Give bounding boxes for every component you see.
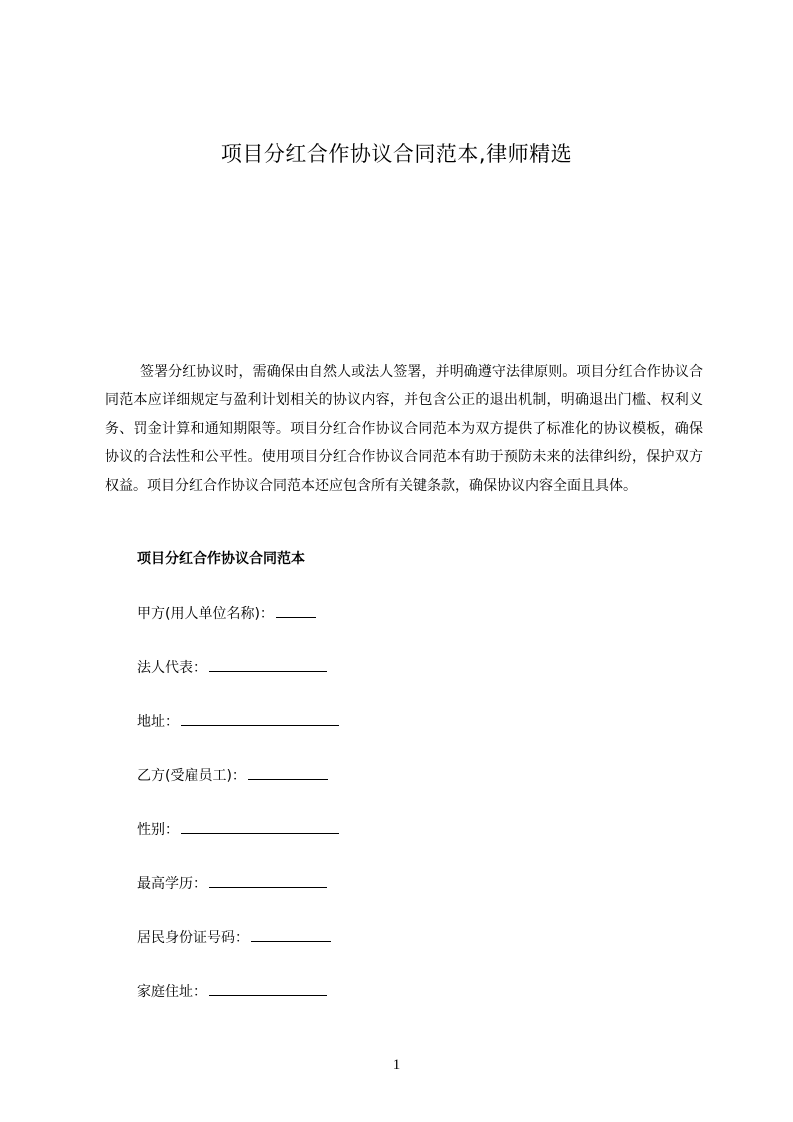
field-party-a <box>137 601 316 625</box>
field-label: 居民身份证号码： <box>137 930 249 946</box>
field-label: 家庭住址： <box>137 984 207 1000</box>
field-label: 地址： <box>137 714 179 730</box>
party-a-blank-line[interactable] <box>276 601 316 618</box>
field-label: 法人代表： <box>137 660 207 676</box>
field-label: 最高学历： <box>137 876 207 892</box>
id-number-blank-line[interactable] <box>251 925 331 942</box>
field-label: 性别： <box>137 822 179 838</box>
field-legal-representative <box>137 655 327 679</box>
page-number: 1 <box>392 1057 401 1073</box>
address-blank-line[interactable] <box>181 709 339 726</box>
field-home-address <box>137 979 327 1003</box>
home-address-blank-line[interactable] <box>209 979 327 996</box>
field-gender <box>137 817 339 841</box>
field-education <box>137 871 327 895</box>
field-id-number <box>137 925 331 949</box>
document-title: 项目分红合作协议合同范本,律师精选 <box>220 142 573 166</box>
field-party-b <box>137 763 328 787</box>
education-blank-line[interactable] <box>209 871 327 888</box>
legal-representative-blank-line[interactable] <box>209 655 327 672</box>
section-title: 项目分红合作协议合同范本 <box>137 551 305 567</box>
intro-paragraph: 签署分红协议时，需确保由自然人或法人签署，并明确遵守法律原则。项目分红合作协议合同范本应详细规定与盈利计划相关的协议内容，并包含公正的退出机制，明确退出门槛、权利义务、罚金计算和通知期限等。项目分红合作协议合同范本为双方提供了标准化的协议模板，确保协议的合法性和公平性。使用项目分红合作协议合同范本有助于预防未来的法律纠纷，保护双方权益。项目分红合作协议合同范本还应包含所有关键条款，确保协议内容全面且具体。 <box>105 364 703 494</box>
party-b-blank-line[interactable] <box>248 763 328 780</box>
field-label: 乙方(受雇员工)： <box>137 768 246 784</box>
field-label: 甲方(用人单位名称)： <box>137 606 274 622</box>
field-address <box>137 709 339 733</box>
gender-blank-line[interactable] <box>181 817 339 834</box>
